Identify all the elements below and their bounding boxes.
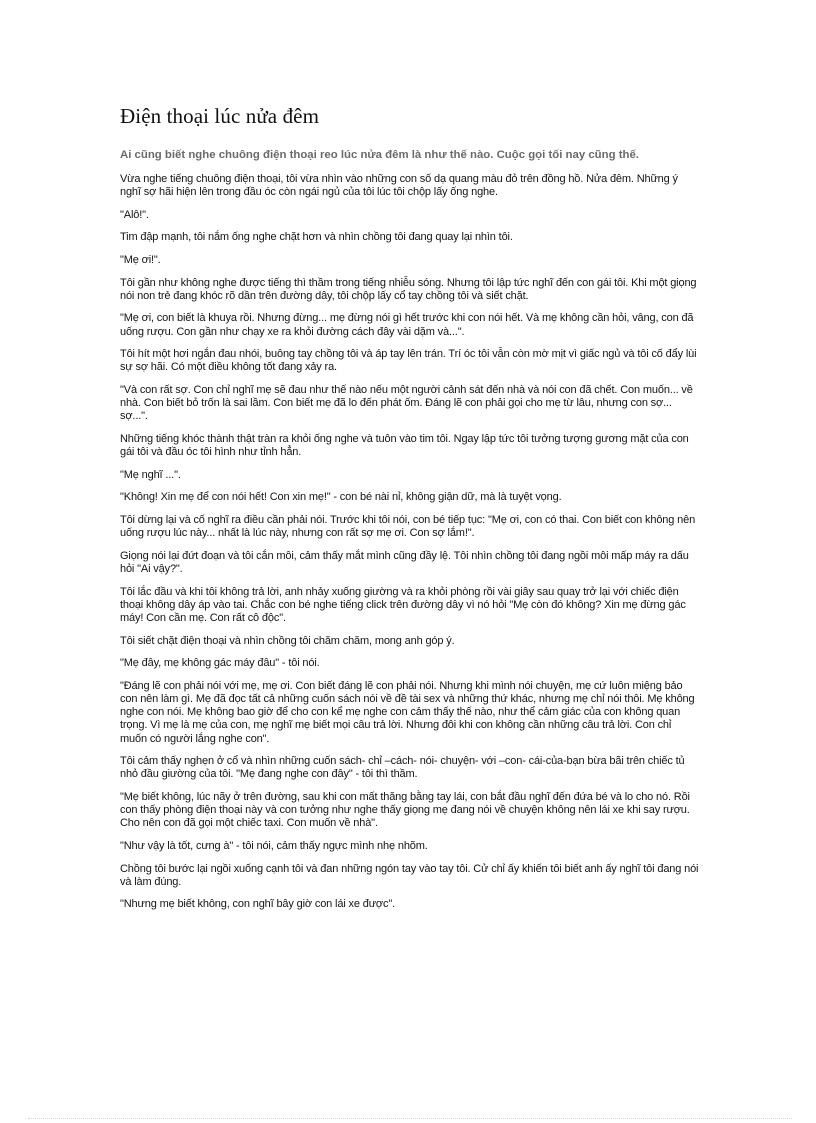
- article-paragraph: Những tiếng khóc thành thật tràn ra khỏi ống nghe và tuôn vào tim tôi. Ngay lập tức tôi tưởng tượng gương mặt của con gái tôi và đầu óc tôi hình như tỉnh hẳn.: [120, 432, 689, 459]
- article-paragraph: Tôi lắc đầu và khi tôi không trả lời, anh nhảy xuống giường và ra khỏi phòng rồi vài giây sau quay trở lại với chiếc điện thoại không dây áp vào tai. Chắc con bé nghe tiếng click trên đường dây vì nó hỏi "Mẹ còn đó không? Xin mẹ đừng gác máy! Con cần mẹ. Con rất cô độc".: [120, 585, 686, 624]
- article-paragraph: Tôi gần như không nghe được tiếng thì thầm trong tiếng nhiễu sóng. Nhưng tôi lập tức nghĩ đến con gái tôi. Khi một giọng nói non trẻ đang khóc rõ dần trên đường dây, tôi chộp lấy cổ tay chồng tôi và siết chặt.: [120, 276, 697, 302]
- article-paragraph: "Mẹ ơi, con biết là khuya rồi. Nhưng đừng... mẹ đừng nói gì hết trước khi con nói hết. Và mẹ không cần hỏi, vâng, con đã uống rượu. Con gần như chạy xe ra khỏi đường cách đây vài dặm và...".: [120, 312, 694, 338]
- article-paragraph: "Nhưng mẹ biết không, con nghĩ bây giờ con lái xe được".: [120, 898, 395, 911]
- article-paragraph: "Alô!".: [120, 208, 149, 221]
- article-paragraph: Tôi cảm thấy nghẹn ở cổ và nhìn những cuốn sách- chỉ –cách- nói- chuyện- với –con- cái-của-bạn bừa bãi trên chiếc tủ nhỏ đầu giường của tôi. "Mẹ đang nghe con đây" - tôi thì thầm.: [120, 755, 685, 781]
- article-paragraph: "Mẹ đây, mẹ không gác máy đâu" - tôi nói.: [120, 657, 320, 670]
- page-bottom-divider: [28, 1118, 792, 1119]
- article-paragraph: "Đáng lẽ con phải nói với mẹ, mẹ ơi. Con biết đáng lẽ con phải nói. Nhưng khi mình nói chuyện, mẹ cứ luôn miệng bảo con nên làm gì. Mẹ đã đọc tất cả những cuốn sách nói về đề tài sex và những thứ khác, nhưng mẹ chỉ nói thôi. Mẹ không nghe con nói. Mẹ không bao giờ để cho con kể mẹ nghe con cảm thấy thế nào, như thể cảm giác của con không quan trọng. Vì mẹ là mẹ của con, mẹ nghĩ mẹ biết mọi câu trả lời. Nhưng đôi khi con không cần những câu trả lời. Con chỉ muốn có người lắng nghe con".: [120, 679, 695, 745]
- article-paragraph: "Không! Xin mẹ để con nói hết! Con xin mẹ!" - con bé nài nỉ, không giận dữ, mà là tuyệt vọng.: [120, 491, 562, 504]
- article-paragraph: Tôi dừng lại và cố nghĩ ra điều cần phải nói. Trước khi tôi nói, con bé tiếp tục: "Mẹ ơi, con có thai. Con biết con không nên uống rượu lúc này... nhất là lúc này, nhưng con rất sợ mẹ ơi. Con sợ lắm!".: [120, 513, 696, 540]
- article-paragraph: Tim đập mạnh, tôi nắm ống nghe chặt hơn và nhìn chồng tôi đang quay lại nhìn tôi.: [120, 231, 513, 244]
- article-paragraph: Tôi siết chặt điện thoại và nhìn chồng tôi chăm chăm, mong anh góp ý.: [120, 634, 455, 647]
- article-paragraph: "Như vậy là tốt, cưng à" - tôi nói, cảm thấy ngực mình nhẹ nhõm.: [120, 839, 428, 852]
- article-lead: Ai cũng biết nghe chuông điện thoại reo lúc nửa đêm là như thế nào. Cuộc gọi tối nay cũng thế.: [120, 149, 639, 161]
- article-paragraph: Chồng tôi bước lại ngồi xuống cạnh tôi và đan những ngón tay vào tay tôi. Cử chỉ ấy khiến tôi biết anh ấy nghĩ tôi đang nói và làm đúng.: [120, 862, 699, 888]
- article-paragraph: "Mẹ nghĩ ...".: [120, 468, 181, 481]
- article-paragraph: "Và con rất sợ. Con chỉ nghĩ mẹ sẽ đau như thế nào nếu một người cảnh sát đến nhà và nói con đã chết. Con muốn... về nhà. Con biết bỏ trốn là sai lầm. Con biết mẹ đã lo đến phát ốm. Đáng lẽ con phải gọi cho mẹ từ lâu, nhưng con sợ... sợ...".: [120, 383, 693, 423]
- article-paragraph: Giọng nói lại đứt đoạn và tôi cắn môi, cảm thấy mắt mình cũng đầy lệ. Tôi nhìn chồng tôi đang ngồi môi mấp máy ra dấu hỏi "Ai vậy?".: [120, 549, 689, 575]
- article-title: Điện thoại lúc nửa đêm: [120, 104, 320, 128]
- article-paragraph: "Mẹ ơi!".: [120, 253, 161, 266]
- article-paragraph: "Mẹ biết không, lúc nãy ở trên đường, sau khi con mất thăng bằng tay lái, con bắt đầu nghĩ đến đứa bé và lo cho nó. Rồi con thấy phòng điện thoại này và con tưởng như nghe thấy giọng mẹ đang nói về chuyện không nên lái xe khi say rượu. Cho nên con đã gọi một chiếc taxi. Con muốn về nhà".: [120, 790, 690, 830]
- document-page: [120, 104, 700, 921]
- article-paragraph: Vừa nghe tiếng chuông điện thoại, tôi vừa nhìn vào những con số dạ quang màu đỏ trên đồng hồ. Nửa đêm. Những ý nghĩ sợ hãi hiện lên trong đầu óc còn ngái ngủ của tôi lúc tôi chộp lấy ống nghe.: [120, 173, 678, 199]
- article-paragraph: Tôi hít một hơi ngắn đau nhói, buông tay chồng tôi và áp tay lên trán. Trí óc tôi vẫn còn mờ mịt vì giấc ngủ và tôi cố đẩy lùi sự sợ hãi. Có một điều không tốt đang xảy ra.: [120, 348, 697, 374]
